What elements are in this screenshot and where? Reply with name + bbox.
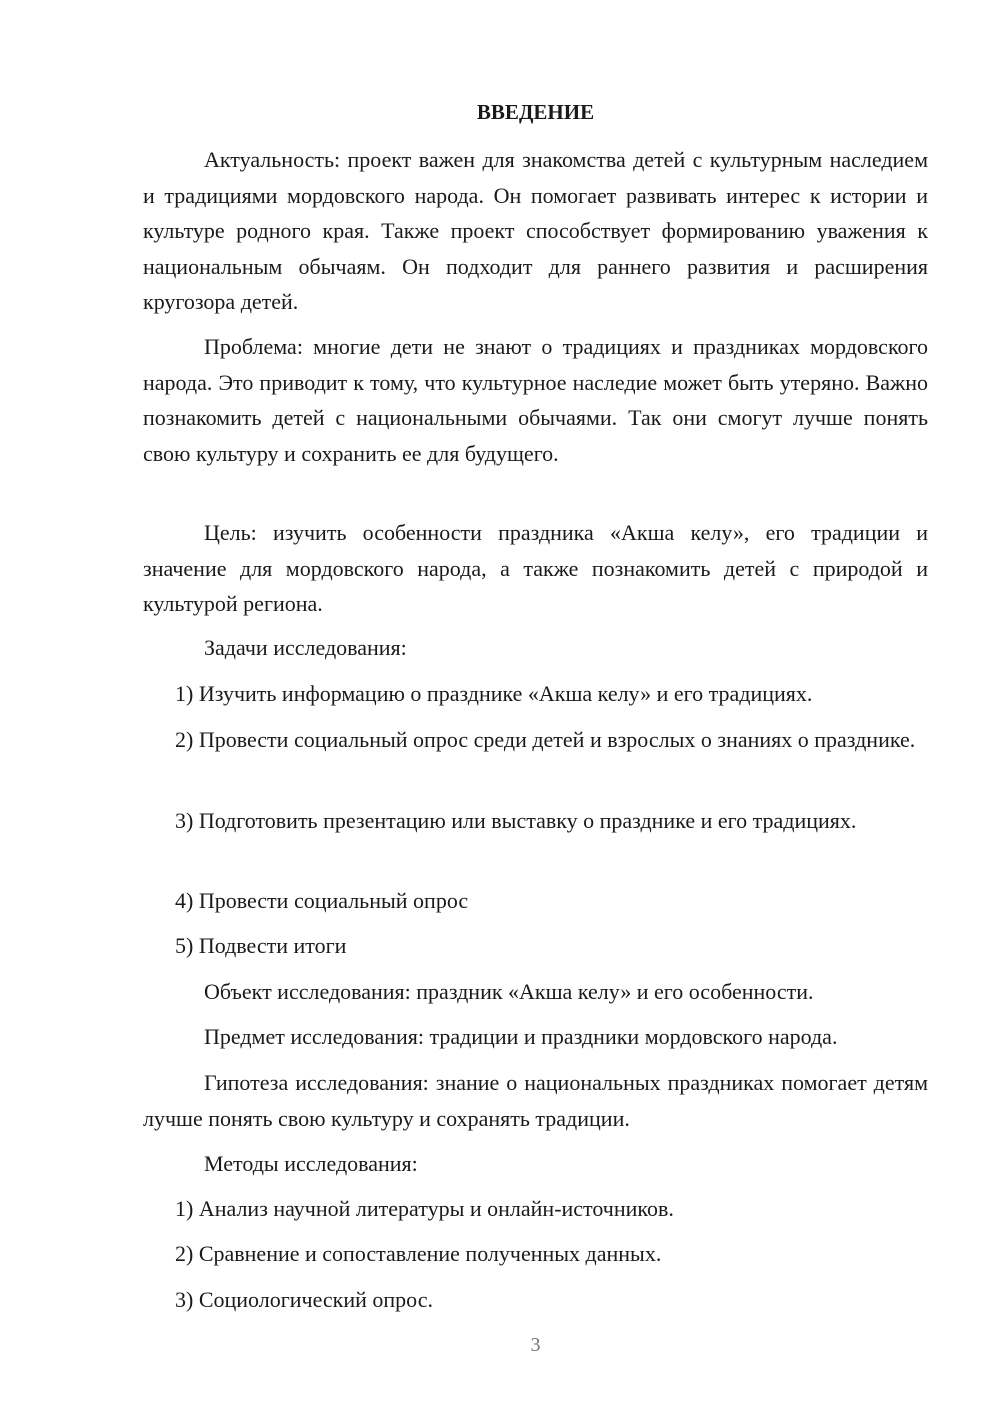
page-number: 3 [530,1334,541,1356]
task-item-4: 4) Провести социальный опрос [175,888,469,913]
goal-paragraph: Цель: изучить особенности праздника «Акша келу», его традиции и значение для мордовского народа, а также познакомить детей с природой и культурой региона. [143,520,928,616]
research-hypothesis: Гипотеза исследования: знание о национальных праздниках помогает детям лучше понять свою культуру и сохранять традиции. [143,1070,928,1131]
tasks-heading: Задачи исследования: [204,635,407,660]
task-item-2: 2) Провести социальный опрос среди детей и взрослых о знаниях о празднике. [175,727,916,752]
task-item-5: 5) Подвести итоги [175,933,347,958]
research-object: Объект исследования: праздник «Акша келу» и его особенности. [204,979,814,1004]
research-subject: Предмет исследования: традиции и праздники мордовского народа. [204,1024,838,1049]
method-item-3: 3) Социологический опрос. [175,1287,433,1312]
task-item-3: 3) Подготовить презентацию или выставку о празднике и его традициях. [175,808,857,833]
problem-paragraph: Проблема: многие дети не знают о традициях и праздниках мордовского народа. Это приводит к тому, что культурное наследие может быть утеряно. Важно познакомить детей с национальными обычаями. Так они смогут лучше понять свою культуру и сохранить ее для будущего. [143,334,928,466]
document-page [143,0,928,1414]
method-item-2: 2) Сравнение и сопоставление полученных данных. [175,1241,662,1266]
method-item-1: 1) Анализ научной литературы и онлайн-источников. [175,1196,674,1221]
task-item-1: 1) Изучить информацию о празднике «Акша келу» и его традициях. [175,681,813,706]
page-title: ВВЕДЕНИЕ [476,100,595,124]
methods-heading: Методы исследования: [204,1151,418,1176]
relevance-paragraph: Актуальность: проект важен для знакомства детей с культурным наследием и традициями мордовского народа. Он помогает развивать интерес к истории и культуре родного края. Также проект способствует формированию уважения к национальным обычаям. Он подходит для раннего развития и расширения кругозора детей. [143,147,928,314]
